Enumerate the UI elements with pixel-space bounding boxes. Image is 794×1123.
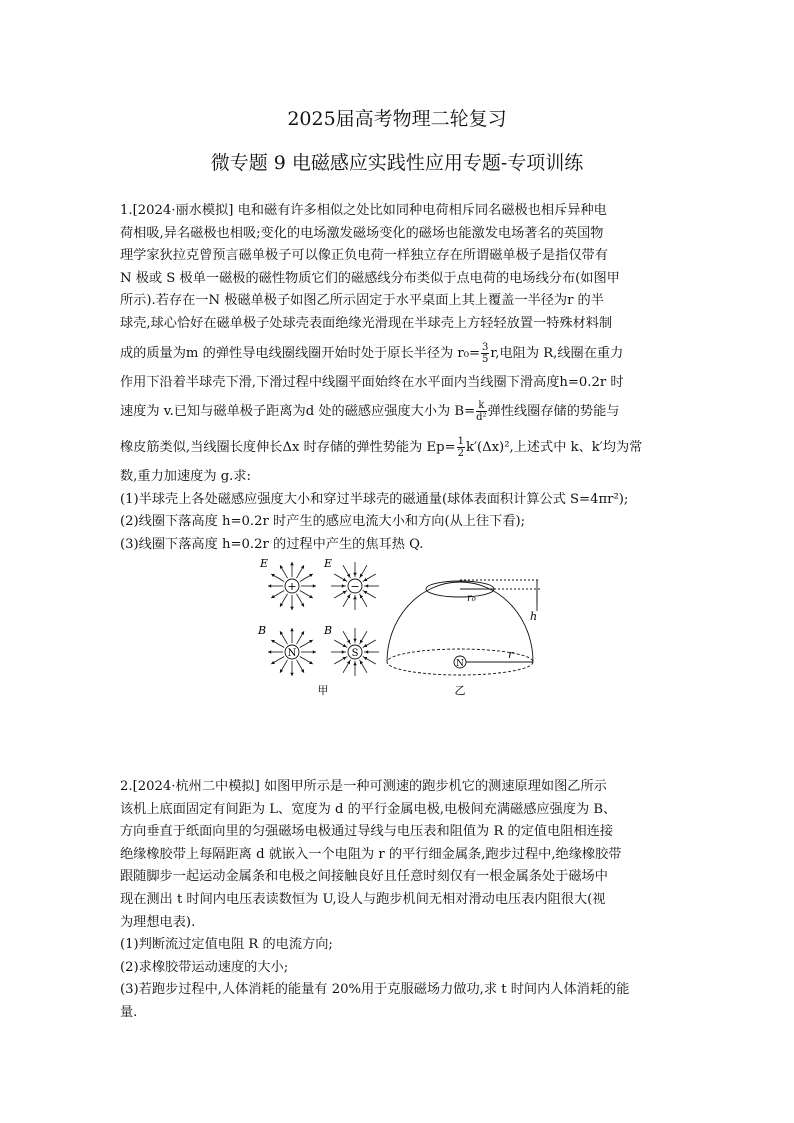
field-arrowhead [353, 662, 357, 665]
q2-line: 该机上底面固定有间距为 L、宽度为 d 的平行金属电极,电极间充满磁感应强度为 B、 [120, 801, 617, 817]
r-label: r [508, 648, 514, 661]
field-arrowhead [290, 628, 294, 631]
b-label: B [258, 624, 267, 637]
q1-line: N 极或 S 极单一磁极的磁性物质它们的磁感线分布类似于点电荷的电场线分布(如图甲 [120, 270, 620, 286]
question-2 [120, 776, 680, 1025]
field-arrowhead [290, 673, 294, 676]
caption-jia: 甲 [317, 684, 329, 697]
e-label: E [260, 557, 269, 570]
field-arrowhead [290, 607, 294, 610]
field-arrowhead [313, 584, 316, 588]
field-arrowhead [268, 650, 271, 654]
r0-label: r₀ [467, 593, 476, 604]
question-1 [120, 200, 680, 557]
plus-sign: + [287, 580, 297, 593]
q1-line: 荷相吸,异名磁极也相吸;变化的电场激发磁场变化的磁场也能激发电场著名的英国物 [120, 225, 604, 241]
b-label: B [324, 624, 333, 637]
h-label: h [530, 610, 538, 623]
south-label: S [351, 648, 359, 659]
fraction: $\frac{1}{2}$ [457, 436, 464, 460]
q2-subquestion-3: (3)若跑步过程中,人体消耗的能量有 20%用于克服磁场力做功,求 t 时间内人体消耗的能 [120, 982, 630, 998]
q1-line: 所示).若存在一N 极磁单极子如图乙所示固定于水平桌面上其上覆盖一半径为r 的半 [120, 293, 604, 309]
q1-line-formula-ep: 橡皮筋类似,当线圈长度伸长Δx 时存储的弹性势能为 Ep= $\frac{1}{2}$ k′(Δx)²,上述式中 k、k′均为常 [120, 436, 643, 460]
field-arrowhead [353, 573, 357, 576]
minus-sign: − [350, 580, 360, 593]
q1-line: 理学家狄拉克曾预言磁单极子可以像正负电荷一样独立存在所谓磁单极子是指仅带有 [120, 248, 608, 264]
q2-subquestion-2: (2)求橡胶带运动速度的大小; [120, 959, 289, 975]
field-arrowhead [353, 639, 357, 642]
q2-line: 现在测出 t 时间内电压表读数恒为 U,设人与跑步机间无相对滑动电压表内阻很大(视 [120, 891, 606, 907]
q2-line: 跟随脚步一起运动金属条和电极之间接触良好且任意时刻仅有一根金属条处于磁场中 [120, 869, 608, 885]
fraction: $\frac{3}{5}$ [482, 341, 489, 365]
field-arrowhead [268, 584, 271, 588]
figure-q1-svg [250, 556, 550, 698]
field-arrowhead [313, 650, 316, 654]
fraction: $\frac{k}{\text{d²}}$ [476, 400, 487, 424]
q1-subquestion-1: (1)半球壳上各处磁感应强度大小和穿过半球壳的磁通量(球体表面积计算公式 S=4πr²); [120, 491, 629, 507]
caption-yi: 乙 [454, 684, 466, 697]
field-arrowhead [353, 596, 357, 599]
figure-q1 [250, 556, 550, 702]
monopole-label: N [456, 659, 464, 669]
q1-line: 1.[2024·丽水模拟] 电和磁有许多相似之处比如同种电荷相斥同名磁极也相斥异种电 [120, 203, 607, 218]
field-arrowhead [342, 584, 345, 588]
q1-subquestion-3: (3)线圈下落高度 h=0.2r 的过程中产生的焦耳热 Q. [120, 536, 424, 552]
field-arrowhead [365, 584, 368, 588]
q2-subquestion-1: (1)判断流过定值电阻 R 的电流方向; [120, 937, 333, 953]
q1-line: 球壳,球心恰好在磁单极子处球壳表面绝缘光滑现在半球壳上方轻轻放置一特殊材料制 [120, 315, 613, 331]
field-arrowhead [290, 562, 294, 565]
q1-line-formula-b: 速度为 v.已知与磁单极子距离为d 处的磁感应强度大小为 B= $\frac{k}{\text{d²}}$ 弹性线圈存储的势能与 [120, 400, 620, 424]
field-arrowhead [365, 650, 368, 654]
q1-line-formula-r0: 成的质量为m 的弹性导电线圈线圈开始时处于原长半径为 r₀= $\frac{3}{5}$ r,电阻为 R,线圈在重力 [120, 341, 624, 365]
q1-line: 作用下沿着半球壳下滑,下滑过程中线圈平面始终在水平面内当线圈下滑高度h=0.2r 时 [120, 374, 624, 390]
q1-subquestion-2: (2)线圈下落高度 h=0.2r 时产生的感应电流大小和方向(从上往下看); [120, 514, 526, 530]
document-subtitle: 微专题 9 电磁感应实践性应用专题-专项训练 [210, 152, 584, 174]
document-title: 2025届高考物理二轮复习 [287, 108, 507, 130]
north-label: N [287, 648, 297, 659]
q2-line: 方向垂直于纸面向里的匀强磁场电极通过导线与电压表和阻值为 R 的定值电阻相连接 [120, 824, 614, 840]
q2-line: 量. [120, 1004, 138, 1020]
q1-line: 数,重力加速度为 g.求: [120, 469, 251, 485]
q2-line: 为理想电表). [120, 914, 196, 930]
e-label: E [324, 557, 333, 570]
q2-line: 绝缘橡胶带上每隔距离 d 就嵌入一个电阻为 r 的平行细金属条,跑步过程中,绝缘橡胶带 [120, 846, 622, 862]
q2-line: 2.[2024·杭州二中模拟] 如图甲所示是一种可测速的跑步机它的测速原理如图乙所示 [120, 779, 607, 794]
field-arrowhead [342, 650, 345, 654]
